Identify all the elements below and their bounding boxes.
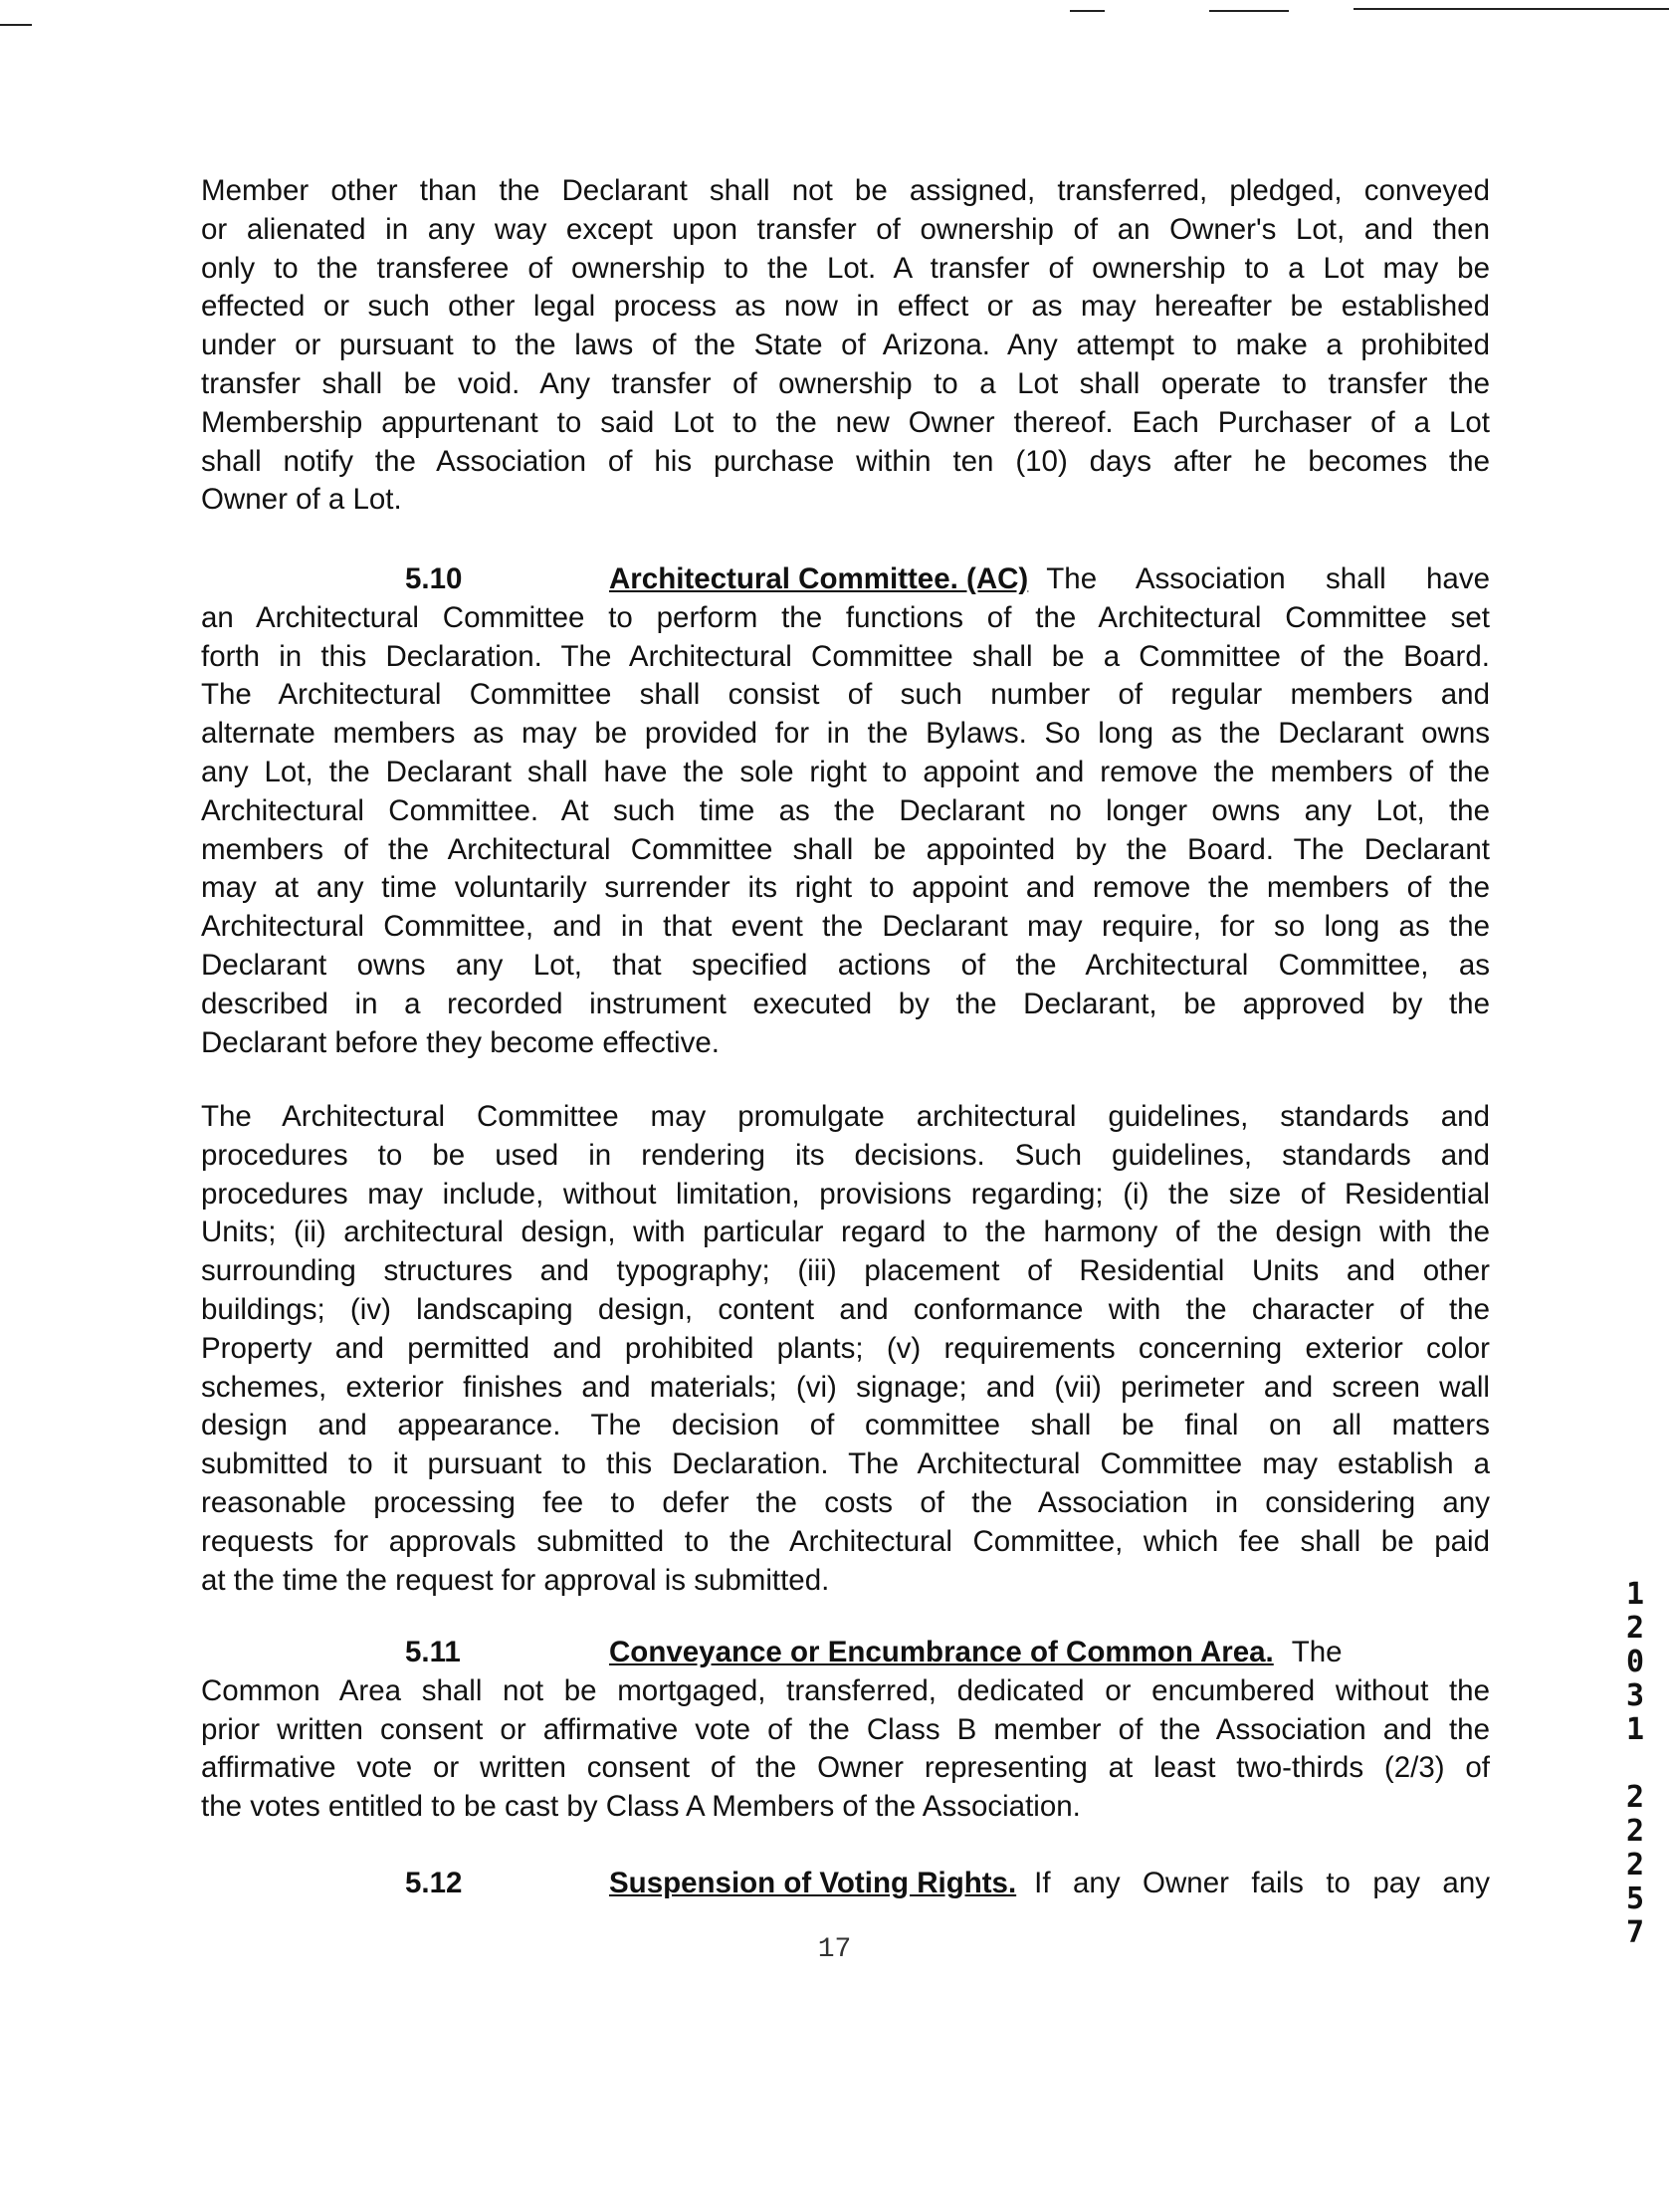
scan-mark	[1070, 10, 1105, 12]
recording-digit: 5	[1625, 1881, 1645, 1916]
text-line: The Architectural Committee may promulgate architectural guidelines, standards and	[201, 1100, 1490, 1133]
section-text: The Association shall have	[1046, 562, 1490, 595]
text-line: at the time the request for approval is submitted.	[201, 1563, 830, 1597]
text-line: Membership appurtenant to said Lot to the new Owner thereof. Each Purchaser of a Lot	[201, 405, 1490, 439]
recording-digit: 0	[1625, 1645, 1645, 1679]
text-line: may at any time voluntarily surrender its right to appoint and remove the members of the	[201, 871, 1490, 905]
text-line: forth in this Declaration. The Architectural Committee shall be a Committee of the Board.	[201, 639, 1490, 673]
scan-mark	[0, 24, 32, 26]
section-text: If any Owner fails to pay any	[1034, 1867, 1490, 1899]
text-line: transfer shall be void. Any transfer of ownership to a Lot shall operate to transfer the	[201, 366, 1490, 400]
section-number: 5.11	[405, 1636, 461, 1668]
text-line: surrounding structures and typography; (iii) placement of Residential Units and other	[201, 1254, 1490, 1288]
text-line: prior written consent or affirmative vote of the Class B member of the Association and the	[201, 1712, 1490, 1746]
recording-digit: 3	[1625, 1678, 1645, 1713]
text-line: schemes, exterior finishes and materials; (vi) signage; and (vii) perimeter and screen wall	[201, 1370, 1490, 1404]
text-line: under or pursuant to the laws of the State of Arizona. Any attempt to make a prohibited	[201, 329, 1490, 362]
section-title: Suspension of Voting Rights.	[609, 1867, 1017, 1899]
recording-digit: 7	[1625, 1915, 1645, 1950]
text-line: or alienated in any way except upon transfer of ownership of an Owner's Lot, and then	[201, 212, 1490, 246]
text-line: Units; (ii) architectural design, with particular regard to the harmony of the design with the	[201, 1216, 1490, 1249]
text-line: described in a recorded instrument executed by the Declarant, be approved by the	[201, 987, 1490, 1020]
text-line: affirmative vote or written consent of the Owner representing at least two-thirds (2/3) of	[201, 1751, 1490, 1785]
recording-number	[1620, 1578, 1650, 1950]
text-line: alternate members as may be provided for in the Bylaws. So long as the Declarant owns	[201, 717, 1490, 751]
text-line: Declarant owns any Lot, that specified actions of the Architectural Committee, as	[201, 948, 1490, 982]
paragraph-architectural-guidelines	[201, 1098, 1490, 1600]
text-line: submitted to it pursuant to this Declaration. The Architectural Committee may establish a	[201, 1447, 1490, 1481]
text-line: effected or such other legal process as now in effect or as may hereafter be established	[201, 290, 1490, 324]
section-title: Conveyance or Encumbrance of Common Area.	[609, 1636, 1274, 1668]
section-number: 5.12	[405, 1867, 463, 1899]
section-heading	[201, 1634, 1490, 1672]
text-line: procedures to be used in rendering its decisions. Such guidelines, standards and	[201, 1138, 1490, 1172]
paragraph-membership-transfer	[201, 172, 1490, 520]
page-number: 17	[817, 1934, 852, 1965]
text-line: Architectural Committee, and in that event the Declarant may require, for so long as the	[201, 910, 1490, 944]
recording-digit	[1620, 1747, 1650, 1781]
section-5-12	[201, 1865, 1490, 1903]
text-line: Property and permitted and prohibited plants; (v) requirements concerning exterior color	[201, 1331, 1490, 1365]
text-line: The Architectural Committee shall consist of such number of regular members and	[201, 678, 1490, 712]
section-title: Architectural Committee. (AC)	[609, 562, 1029, 595]
recording-digit: 2	[1625, 1814, 1645, 1849]
text-line: Architectural Committee. At such time as the Declarant no longer owns any Lot, the	[201, 793, 1490, 827]
text-line: Owner of a Lot.	[201, 483, 402, 517]
scan-mark	[1354, 8, 1669, 10]
text-line: any Lot, the Declarant shall have the sole right to appoint and remove the members of the	[201, 755, 1490, 788]
text-line: Member other than the Declarant shall not be assigned, transferred, pledged, conveyed	[201, 174, 1490, 207]
recording-digit: 2	[1625, 1848, 1645, 1882]
text-line: members of the Architectural Committee shall be appointed by the Board. The Declarant	[201, 832, 1490, 866]
recording-digit: 1	[1625, 1712, 1645, 1747]
recording-digit: 2	[1625, 1780, 1645, 1815]
text-line: Declarant before they become effective.	[201, 1025, 720, 1059]
recording-digit: 2	[1625, 1611, 1645, 1646]
text-line: shall notify the Association of his purchase within ten (10) days after he becomes the	[201, 444, 1490, 478]
section-heading	[201, 1865, 1490, 1903]
text-line: only to the transferee of ownership to the Lot. A transfer of ownership to a Lot may be	[201, 251, 1490, 285]
text-line: reasonable processing fee to defer the costs of the Association in considering any	[201, 1485, 1490, 1519]
text-line: the votes entitled to be cast by Class A Members of the Association.	[201, 1790, 1081, 1824]
scan-mark	[1209, 10, 1289, 12]
section-number: 5.10	[405, 562, 463, 595]
recording-digit: 1	[1625, 1577, 1645, 1612]
section-5-11	[201, 1634, 1490, 1827]
text-line: requests for approvals submitted to the Architectural Committee, which fee shall be paid	[201, 1524, 1490, 1558]
section-text: The	[1291, 1636, 1343, 1668]
section-heading	[201, 560, 1490, 599]
text-line: an Architectural Committee to perform the functions of the Architectural Committee set	[201, 600, 1490, 634]
text-line: procedures may include, without limitation, provisions regarding; (i) the size of Residential	[201, 1177, 1490, 1211]
text-line: buildings; (iv) landscaping design, content and conformance with the character of the	[201, 1292, 1490, 1326]
text-line: design and appearance. The decision of committee shall be final on all matters	[201, 1409, 1490, 1442]
section-5-10	[201, 560, 1490, 1062]
text-line: Common Area shall not be mortgaged, transferred, dedicated or encumbered without the	[201, 1673, 1490, 1707]
